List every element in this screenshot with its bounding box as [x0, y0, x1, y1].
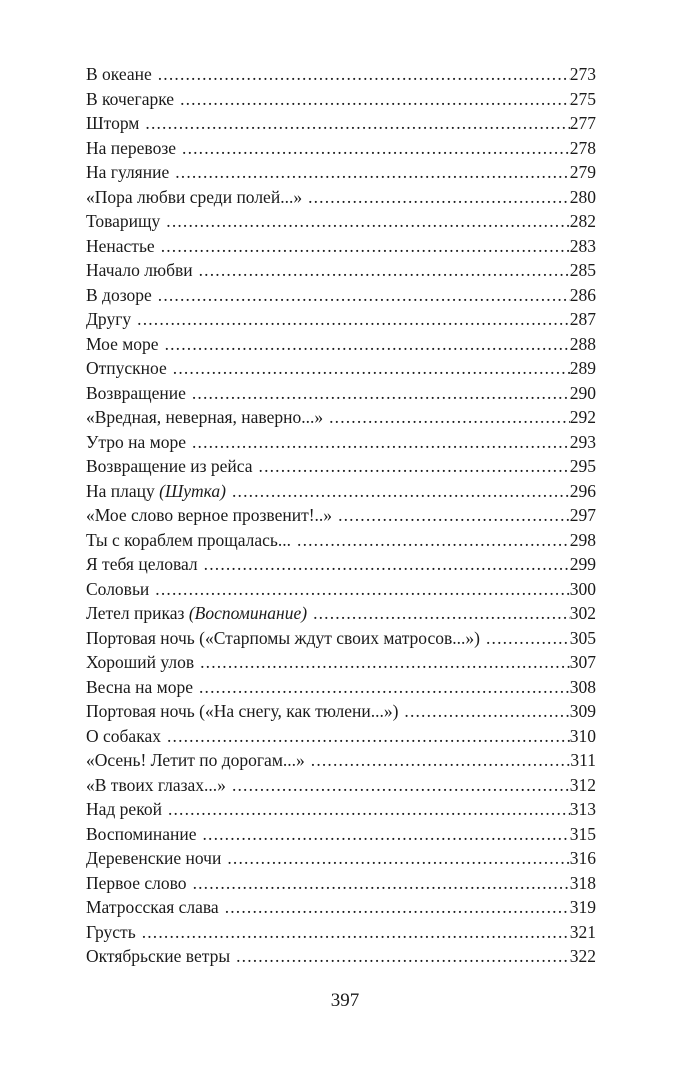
- toc-entry: [86, 626, 596, 651]
- toc-entry-title: Товарищу: [86, 211, 161, 231]
- toc-entry-title: Над рекой: [86, 799, 162, 819]
- toc-entry: [86, 356, 596, 381]
- toc-entry-title: О собаках: [86, 725, 161, 746]
- dot-leader: [142, 920, 570, 945]
- toc-entry-subtitle: (Воспоминание): [188, 603, 308, 623]
- toc-entry: [86, 920, 596, 945]
- toc-entry: [86, 185, 596, 210]
- toc-entry-page: 310: [569, 725, 596, 746]
- dot-leader: [166, 209, 569, 234]
- toc-entry: [86, 699, 596, 724]
- dot-leader: [175, 160, 570, 185]
- dot-leader: [173, 356, 570, 381]
- toc-entry-page: 321: [569, 921, 596, 942]
- dot-leader: [167, 724, 570, 749]
- toc-entry: [86, 797, 596, 822]
- dot-leader: [297, 528, 570, 553]
- dot-leader: [308, 185, 570, 210]
- toc-entry-title: Возвращение: [86, 382, 186, 403]
- toc-entry-page: 279: [569, 162, 596, 182]
- dot-leader: [202, 822, 569, 847]
- dot-leader: [313, 601, 570, 626]
- toc-entry: [86, 503, 596, 528]
- toc-entry-title: Портовая ночь («Старпомы ждут своих матросов...»): [86, 627, 480, 648]
- dot-leader: [404, 699, 569, 724]
- toc-entry: [86, 479, 596, 504]
- toc-entry: [86, 601, 596, 626]
- dot-leader: [227, 846, 569, 871]
- dot-leader: [161, 234, 570, 259]
- toc-entry-page: 280: [569, 186, 596, 207]
- dot-leader: [204, 552, 570, 577]
- toc-entry-page: 293: [569, 431, 596, 452]
- dot-leader: [155, 577, 569, 602]
- toc-entry-page: 316: [569, 848, 596, 868]
- toc-entry: [86, 381, 596, 406]
- toc-entry-title: Утро на море: [86, 431, 186, 452]
- toc-entry-title: Соловьи: [86, 578, 150, 599]
- dot-leader: [192, 381, 570, 406]
- toc-entry-title: Начало любви: [86, 260, 193, 280]
- toc-entry-title: Портовая ночь («На снегу, как тюлени...»): [86, 701, 399, 721]
- table-of-contents: [86, 62, 596, 969]
- dot-leader: [199, 258, 570, 283]
- toc-entry-title: Ты с кораблем прощалась...: [86, 529, 292, 550]
- dot-leader: [225, 895, 570, 920]
- toc-entry: [86, 773, 596, 798]
- toc-entry-page: 309: [569, 701, 596, 721]
- dot-leader: [158, 62, 570, 87]
- toc-entry-page: 311: [570, 750, 596, 770]
- toc-entry: [86, 724, 596, 749]
- toc-entry-page: 286: [569, 284, 596, 305]
- toc-entry-page: 313: [569, 799, 596, 819]
- toc-entry-title: Я тебя целовал: [86, 554, 198, 574]
- dot-leader: [311, 748, 571, 773]
- toc-entry-title: Грусть: [86, 921, 136, 942]
- toc-entry-page: 292: [569, 407, 596, 427]
- toc-entry-title: На плацу (Шутка): [86, 480, 226, 501]
- dot-leader: [236, 944, 570, 969]
- toc-entry-page: 283: [569, 235, 596, 256]
- toc-entry-title: Хороший улов: [86, 652, 195, 672]
- toc-entry: [86, 822, 596, 847]
- toc-entry-page: 282: [569, 211, 596, 231]
- toc-entry: [86, 895, 596, 920]
- toc-entry-title: В океане: [86, 64, 152, 84]
- toc-entry-page: 300: [569, 578, 596, 599]
- toc-entry: [86, 87, 596, 112]
- toc-entry: [86, 405, 596, 430]
- toc-entry: [86, 846, 596, 871]
- toc-entry: [86, 209, 596, 234]
- toc-entry-title: Другу: [86, 309, 132, 329]
- toc-entry: [86, 675, 596, 700]
- dot-leader: [137, 307, 570, 332]
- toc-entry-page: 275: [569, 88, 596, 109]
- toc-entry-title: «В твоих глазах...»: [86, 774, 226, 795]
- dot-leader: [329, 405, 570, 430]
- toc-entry-title: Ненастье: [86, 235, 155, 256]
- dot-leader: [182, 136, 570, 161]
- toc-entry: [86, 332, 596, 357]
- dot-leader: [145, 111, 569, 136]
- dot-leader: [180, 87, 570, 112]
- toc-entry: [86, 160, 596, 185]
- toc-entry-title: Воспоминание: [86, 823, 197, 844]
- toc-entry: [86, 258, 596, 283]
- toc-entry: [86, 528, 596, 553]
- toc-entry-title: Деревенские ночи: [86, 848, 222, 868]
- toc-entry-title: «Вредная, неверная, наверно...»: [86, 407, 324, 427]
- dot-leader: [158, 283, 570, 308]
- toc-entry-title: «Осень! Летит по дорогам...»: [86, 750, 305, 770]
- toc-entry: [86, 430, 596, 455]
- toc-entry: [86, 871, 596, 896]
- toc-entry-subtitle: (Шутка): [159, 480, 226, 501]
- toc-entry-page: 287: [569, 309, 596, 329]
- toc-entry-page: 277: [569, 113, 596, 133]
- toc-entry-title: На перевозе: [86, 137, 177, 158]
- toc-entry-title: «Пора любви среди полей...»: [86, 186, 303, 207]
- toc-entry-page: 307: [569, 652, 596, 672]
- dot-leader: [168, 797, 570, 822]
- toc-entry-page: 299: [569, 554, 596, 574]
- toc-entry-page: 290: [569, 382, 596, 403]
- toc-entry-page: 312: [569, 774, 596, 795]
- toc-entry: [86, 650, 596, 675]
- toc-entry-title: В кочегарке: [86, 88, 175, 109]
- toc-entry-title: На гуляние: [86, 162, 170, 182]
- toc-entry-title: Весна на море: [86, 676, 193, 697]
- toc-entry: [86, 748, 596, 773]
- dot-leader: [193, 871, 570, 896]
- toc-entry: [86, 234, 596, 259]
- toc-entry-title: Шторм: [86, 113, 140, 133]
- toc-entry-title: В дозоре: [86, 284, 152, 305]
- toc-entry-title: «Мое слово верное прозвенит!..»: [86, 505, 333, 525]
- dot-leader: [200, 650, 570, 675]
- dot-leader: [232, 479, 570, 504]
- toc-entry-title: Первое слово: [86, 872, 187, 893]
- toc-entry-title: Мое море: [86, 333, 159, 354]
- toc-entry: [86, 283, 596, 308]
- toc-entry-page: 302: [569, 603, 596, 623]
- toc-entry-title: Октябрьские ветры: [86, 946, 231, 966]
- toc-entry-title: Отпускное: [86, 358, 167, 378]
- toc-entry: [86, 307, 596, 332]
- toc-entry-page: 305: [569, 627, 596, 648]
- toc-entry-page: 273: [569, 64, 596, 84]
- dot-leader: [338, 503, 570, 528]
- toc-entry: [86, 552, 596, 577]
- toc-entry: [86, 944, 596, 969]
- toc-entry-page: 322: [569, 946, 596, 966]
- toc-entry-page: 297: [569, 505, 596, 525]
- toc-entry-page: 278: [569, 137, 596, 158]
- toc-entry-title: Матросская слава: [86, 897, 219, 917]
- toc-entry-page: 308: [569, 676, 596, 697]
- toc-entry-page: 288: [569, 333, 596, 354]
- toc-entry: [86, 454, 596, 479]
- toc-entry-title: Возвращение из рейса: [86, 456, 253, 476]
- toc-entry: [86, 62, 596, 87]
- toc-entry-page: 285: [569, 260, 596, 280]
- toc-entry-page: 319: [569, 897, 596, 917]
- dot-leader: [486, 626, 570, 651]
- toc-entry-page: 296: [569, 480, 596, 501]
- page-number: 397: [330, 990, 360, 1011]
- toc-entry: [86, 577, 596, 602]
- toc-entry-title: Летел приказ (Воспоминание): [86, 603, 308, 623]
- toc-entry-page: 315: [569, 823, 596, 844]
- toc-entry: [86, 136, 596, 161]
- toc-entry-page: 289: [569, 358, 596, 378]
- dot-leader: [232, 773, 570, 798]
- dot-leader: [192, 430, 570, 455]
- toc-entry-page: 295: [569, 456, 596, 476]
- dot-leader: [199, 675, 570, 700]
- toc-entry-page: 318: [569, 872, 596, 893]
- dot-leader: [259, 454, 570, 479]
- toc-entry: [86, 111, 596, 136]
- dot-leader: [165, 332, 570, 357]
- toc-entry-page: 298: [569, 529, 596, 550]
